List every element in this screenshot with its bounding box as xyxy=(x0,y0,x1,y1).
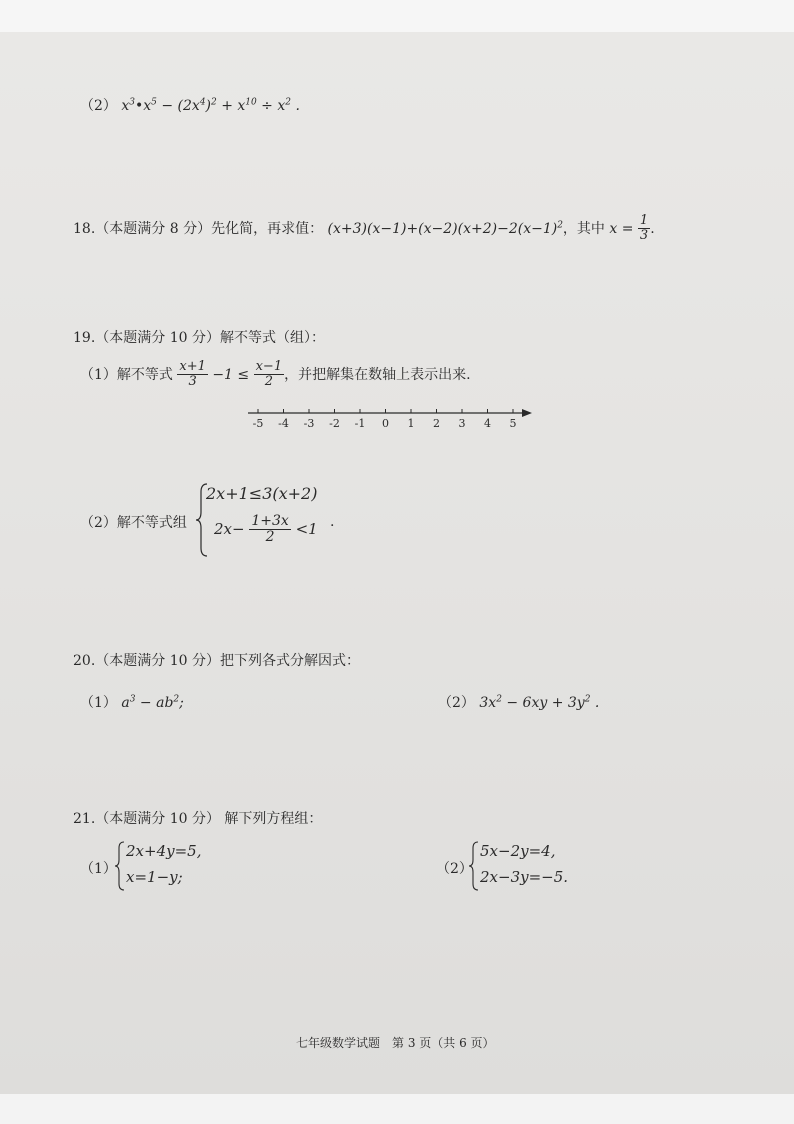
tick-label: -2 xyxy=(329,417,340,430)
q18-expression: $(x+3)(x-1)+(x-2)(x+2)-2(x-1)^2$ xyxy=(327,220,563,237)
q21-part2-line1: 5x−2y=4, xyxy=(480,842,556,860)
q19-system-line2 xyxy=(214,514,318,546)
q18-header: 18.（本题满分 8 分）先化简，再求值： xyxy=(73,220,324,237)
q20-part2 xyxy=(438,692,599,712)
tick-label: 5 xyxy=(509,417,517,430)
arrow-head xyxy=(522,409,532,417)
q21-brace-1 xyxy=(114,840,126,892)
top-margin xyxy=(0,0,794,32)
q21-part1-line2: x=1−y; xyxy=(126,868,183,886)
tick-label: -3 xyxy=(303,417,315,430)
q19-frac-left: $\frac{x+1}{3}$ xyxy=(179,359,206,390)
tick-label: -1 xyxy=(354,417,366,430)
q19-frac-right: $\frac{x-1}{2}$ xyxy=(255,359,283,390)
tick-label: 1 xyxy=(407,417,415,430)
q17-part2 xyxy=(80,95,300,115)
q18-where: ，其中 xyxy=(562,220,605,237)
page-footer: 七年级数学试题 第 3 页（共 6 页） xyxy=(296,1036,495,1050)
q19-period: . xyxy=(330,514,335,530)
q19-part1-suffix: ，并把解集在数轴上表示出来. xyxy=(284,366,471,383)
q18-value-num: 1 xyxy=(639,213,649,228)
q20-header: 20.（本题满分 10 分）把下列各式分解因式： xyxy=(73,653,360,669)
q20-part1 xyxy=(80,692,184,712)
q17-part2-expression: $x^3•x^5 - (2x^4)^2 + x^{10} \div x^2$ . xyxy=(121,97,300,114)
q19-part1-label: （1）解不等式 xyxy=(80,366,173,383)
q17-part2-label: （2） xyxy=(80,98,117,114)
tick-label: -5 xyxy=(252,417,264,430)
q19-line2-den: 2 xyxy=(265,529,275,546)
q19-line2-num: 1+3x xyxy=(251,513,289,529)
q20-part2-label: （2） xyxy=(438,695,475,711)
q21-brace-2 xyxy=(468,840,480,892)
tick-label: 4 xyxy=(484,417,491,430)
q18-value-fraction xyxy=(638,214,650,244)
q20-part1-label: （1） xyxy=(80,695,117,711)
q21-header: 21.（本题满分 10 分） 解下列方程组： xyxy=(73,811,323,827)
tick-label: 3 xyxy=(458,417,466,430)
q19-part1 xyxy=(80,360,471,390)
q18-x-equals: x = xyxy=(609,220,634,237)
q20-part1-expression: $a^3 - ab^2$; xyxy=(121,694,184,711)
q19-ineq: −1 ≤ xyxy=(207,366,254,383)
tick-label: -4 xyxy=(278,417,289,430)
q19-line2-pre: 2x− xyxy=(214,519,245,538)
exam-page xyxy=(0,32,794,1094)
bottom-margin xyxy=(0,1094,794,1124)
q18: 18.（本题满分 8 分）先化简，再求值： $(x+3)(x-1)+(x-2)(x+2)-2(x-1)^2$，其中 x = $\frac{1}{3}$ . xyxy=(73,213,655,244)
q21-part2-line2: 2x−3y=−5. xyxy=(480,868,569,886)
q19-system-line1: 2x+1≤3(x+2) xyxy=(206,484,318,503)
tick-label: 0 xyxy=(382,417,389,430)
q21-part1-label: （1） xyxy=(80,861,117,877)
q20-part2-expression: $3x^2 - 6xy + 3y^2$ . xyxy=(479,694,600,711)
number-line xyxy=(240,405,540,433)
tick-label: 2 xyxy=(433,417,440,430)
q21-part1-line1: 2x+4y=5, xyxy=(126,842,202,860)
q19-line2-fraction xyxy=(249,514,290,546)
q21-part2-label: （2） xyxy=(436,861,473,877)
q18-value-den: 3 xyxy=(639,228,649,244)
q19-part2-label: （2）解不等式组 xyxy=(80,515,187,531)
q19-line2-post: <1 xyxy=(295,519,318,538)
q19-header: 19.（本题满分 10 分）解不等式（组）： xyxy=(73,330,325,346)
